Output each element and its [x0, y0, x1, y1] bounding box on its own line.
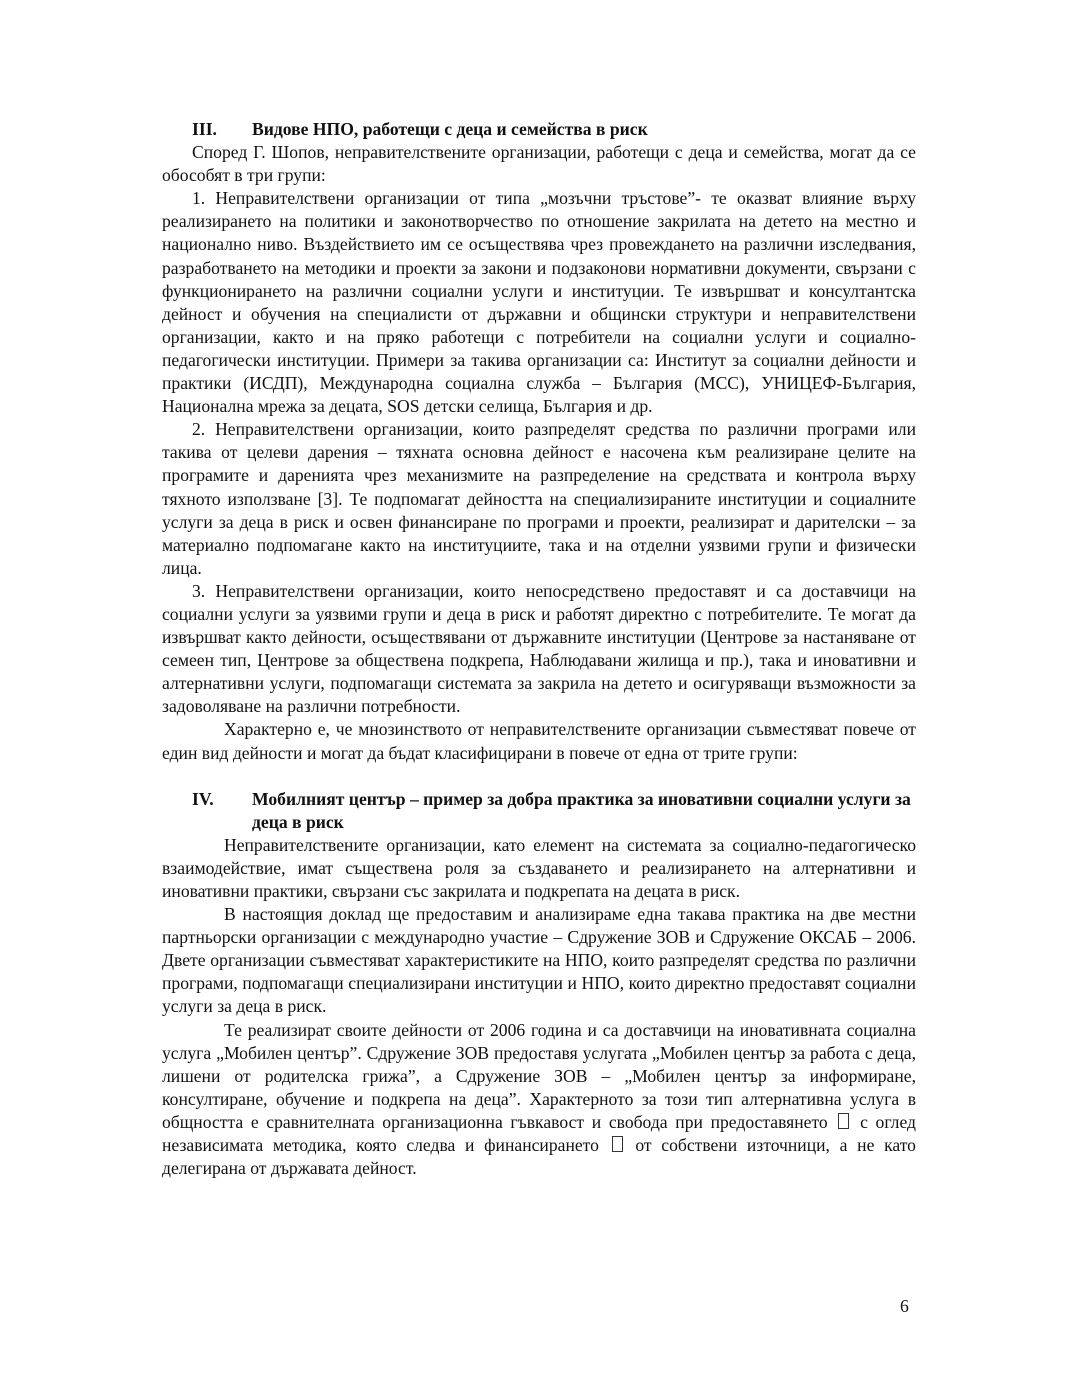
spacer [162, 765, 916, 788]
page-number: 6 [900, 1296, 909, 1316]
list-item: 1. Неправителствени организации от типа „мозъчни тръстове”- те оказват влияние върху реализирането на политики и законотворчество по отношение закрилата на детето на местно и национално ниво. Въздействието им се осъществява чрез провеждането на различни изследвания, разработването на методики и проекти за закони и подзаконови нормативни документи, свързани с функционирането на различни социални услуги и институции. Те извършват и консултантска дейност и обучения на специалисти от държавни и общински структури и неправителствени организации, както и на пряко работещи с потребители на социални услуги и социално-педагогически институции. Примери за такива организации са: Институт за социални дейности и практики (ИСДП), Международна социална служба – България (МСС), УНИЦЕФ-България, Национална мрежа за децата, SOS детски селища, България и др. [162, 188, 916, 417]
section-heading-3 [162, 118, 916, 141]
list-item: 2. Неправителствени организации, които разпределят средства по различни програми или такива от целеви дарения – тяхната основна дейност е насочена към реализиране целите на програмите и даренията чрез механизмите на разпределение на средствата и контрола върху тяхното използване [3]. Те подпомагат дейността на специализираните институции и социалните услуги за деца в риск и освен финансиране по програми и проекти, реализират и дарителски – за материално подпомагане както на институциите, така и на отделни уязвими групи и физически лица. [162, 419, 916, 578]
section-title: Видове НПО, работещи с деца и семейства в риск [252, 119, 648, 139]
section-title: Мобилният център – пример за добра практика за иновативни социални услуги за деца в риск [252, 788, 911, 832]
paragraph-text: от собствени източници, а не като делегирана от държавата дейност. [162, 1135, 916, 1179]
paragraph: Характерно е, че мнозинството от неправителствените организации съвместяват повече от един вид дейности и могат да бъдат класифицирани в повече от една от трите групи: [162, 719, 916, 763]
section-number: IV. [192, 788, 214, 809]
paragraph: Според Г. Шопов, неправителствените организации, работещи с деца и семейства, могат да се обособят в три групи: [162, 142, 916, 186]
section-heading-4 [162, 788, 916, 834]
paragraph-text: Те реализират своите дейности от 2006 година и са доставчици на иновативната социална услуга „Мобилен център”. Сдружение ЗОВ предоставя услугата „Мобилен център за работа с деца, лишени от родителска грижа”, а Сдружение ЗОВ – „Мобилен център за информиране, консултиране, обучение и подкрепа на деца”. Характерното за този тип алтернативна услуга в общността е сравнителната организационна гъвкавост и свобода при предоставянето [162, 1019, 916, 1132]
missing-glyph-icon [838, 1113, 849, 1129]
paragraph-text: с оглед независимата методика, която следва и финансирането [162, 1111, 916, 1156]
paragraph [162, 1019, 916, 1181]
missing-glyph-icon [612, 1136, 623, 1152]
section-number: III. [192, 119, 217, 139]
document-page [162, 118, 916, 1180]
paragraph: В настоящия доклад ще предоставим и анализираме една такава практика на две местни партньорски организации с международно участие – Сдружение ЗОВ и Сдружение ОКСАБ – 2006. Двете организации съвместяват характеристиките на НПО, които разпределят средства по различни програми, подпомагащи специализирани институции и НПО, които директно предоставят социални услуги за деца в риск. [162, 904, 916, 1017]
paragraph: Неправителствените организации, като елемент на системата за социално-педагогическо взаимодействие, имат съществена роля за създаването и реализирането на алтернативни и иновативни практики, свързани със закрилата и подкрепата на децата в риск. [162, 834, 916, 901]
list-item: 3. Неправителствени организации, които непосредствено предоставят и са доставчици на социални услуги за уязвими групи и деца в риск и работят директно с потребителите. Те могат да извършват както дейности, осъществявани от държавните институции (Центрове за настаняване от семеен тип, Центрове за обществена подкрепа, Наблюдавани жилища и пр.), така и иновативни и алтернативни услуги, подпомагащи системата за закрила на детето и осигуряващи възможности за задоволяване на различни потребности. [162, 580, 916, 717]
